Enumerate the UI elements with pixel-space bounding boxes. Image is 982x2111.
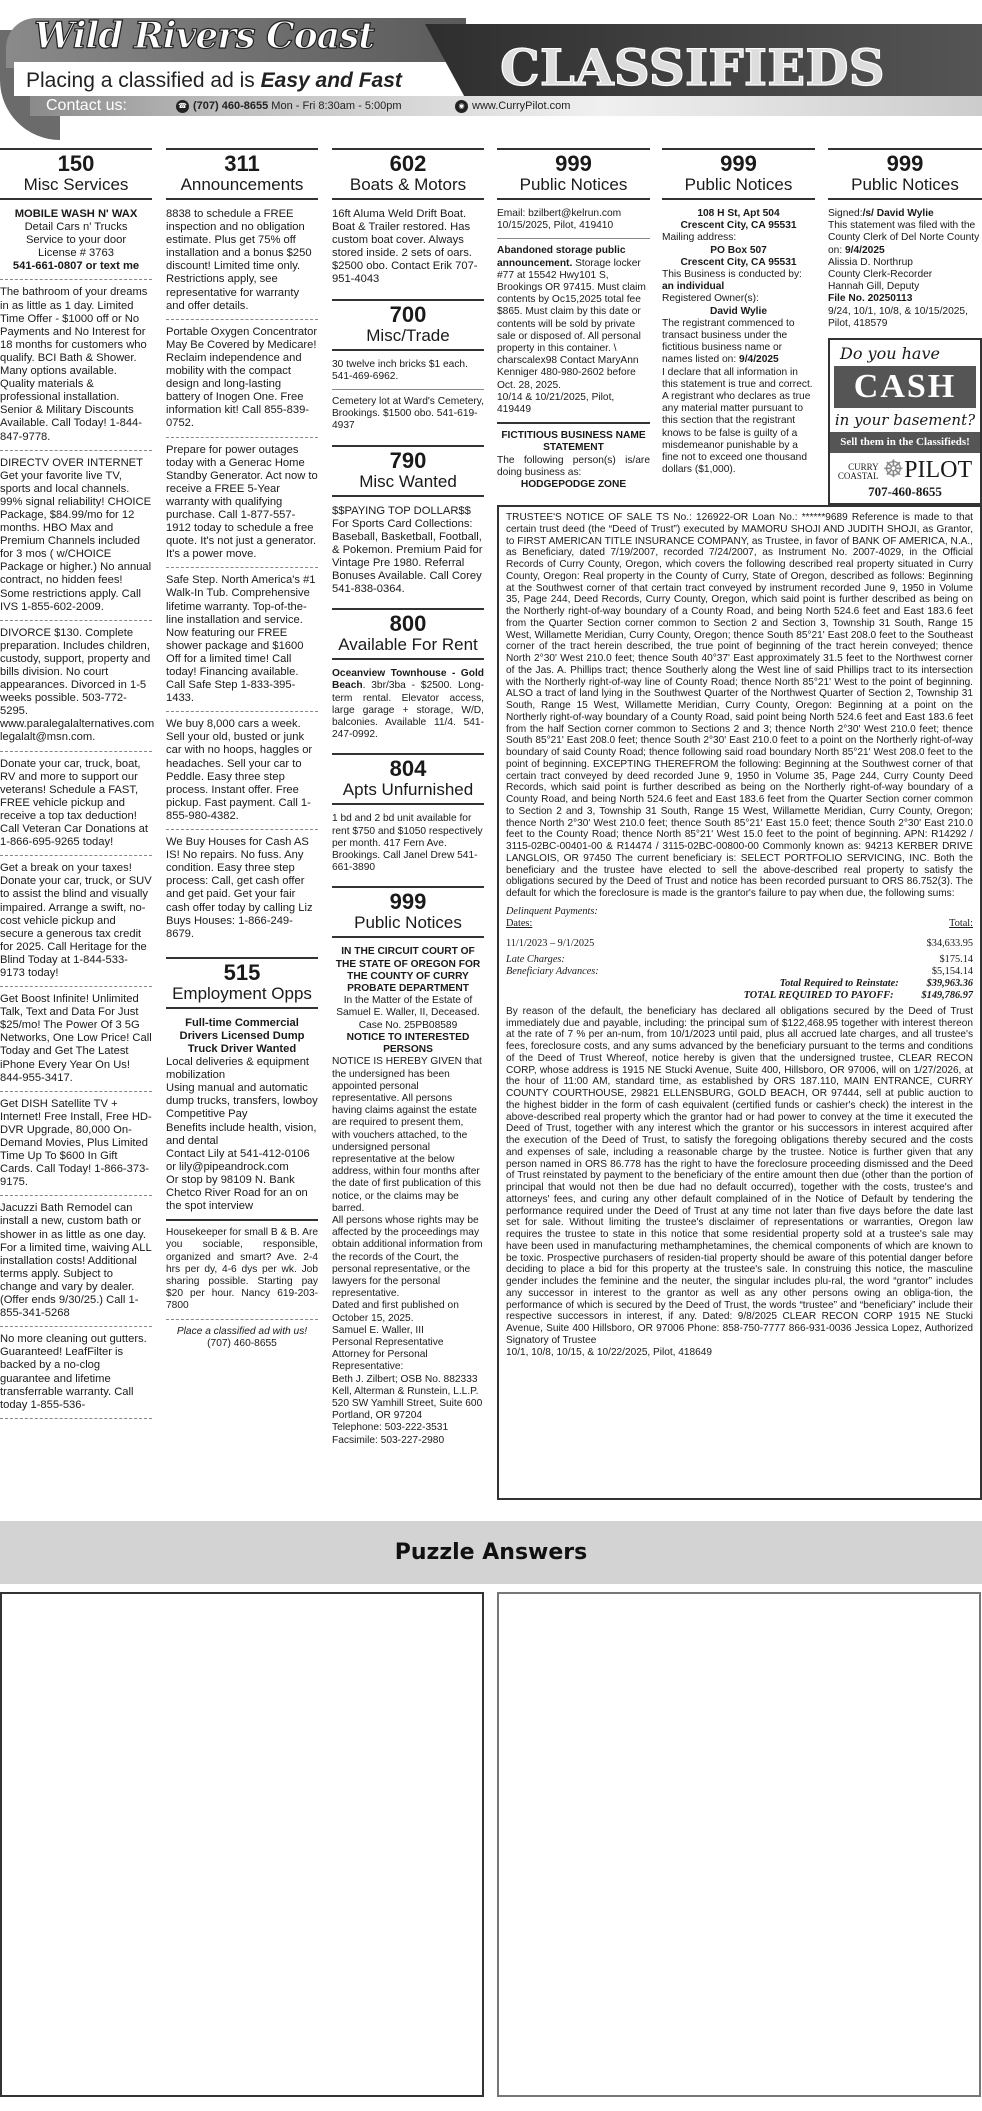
reinstate-label: Total Required to Reinstate: [779, 977, 899, 989]
classified-ad: Prepare for power outages today with a Generac Home Standby Generator. Act now to receive a FREE 5-Year warranty with qualifying purchase. Call 1-877-557-1912 today to schedule a free quote. It's not just a generator. It's a power move. [166, 444, 318, 569]
representative-role: Personal Representative [332, 1336, 444, 1348]
notice-body: NOTICE IS HEREBY GIVEN that the undersigned has been appointed personal representative. All persons having claims against the estate are required to present them, with vouchers attached, to the undersigned personal representative at the below address, within four months after the date of first publication of this notice, or the claims may be barred. [332, 1056, 482, 1214]
section-label: Employment Opps [172, 983, 312, 1003]
column-misc-services [0, 148, 155, 1425]
commenced-text: The registrant commenced to transact business under the fictitious business name or names listed on: [662, 317, 795, 366]
payment-table [506, 906, 973, 1002]
clerk-line: County Clerk-Recorder [828, 269, 933, 281]
business-address: 108 H St, Apt 504 [697, 208, 780, 219]
section-label: Public Notices [354, 913, 462, 933]
phone-number[interactable]: (707) 460-8655 [193, 100, 269, 112]
section-label: Misc Services [23, 175, 129, 194]
logo-coastal: COASTAL [837, 470, 879, 481]
puzzle-answer-box-left [0, 1592, 484, 2097]
promo-tagline: Sell them in the Classifieds! [830, 432, 980, 453]
section-header [166, 148, 318, 200]
classified-ad: Donate your car, truck, boat, RV and more to support our veterans! Schedule a FAST, FREE vehicle pickup and receive a top tax deduction! Call Veteran Car Donations at 1-866-695-9265 today! [0, 758, 152, 857]
column-public-notices-1 [497, 148, 650, 491]
tagline [26, 68, 476, 94]
classified-ad: DIRECTV OVER INTERNET Get your favorite live TV, sports and local channels. 99% signal reliability! CHOICE Package, $84.99/mo for 12 months. HBO Max and Premium Channels included for 3 mos ( w/CHOICE Package or higher.) No annual contract, no hidden fees! Some restrictions apply. Call IVS 1-855-602-2009. [0, 457, 152, 621]
filed [828, 220, 982, 257]
ad-list [166, 208, 318, 947]
section-label: Apts Unfurnished [342, 780, 474, 800]
ad-title: Oceanview Townhouse - Gold Beach [332, 668, 484, 692]
section-label: Announcements [180, 175, 304, 194]
reinstate-amount: $39,963.36 [926, 977, 973, 989]
classified-ad: Safe Step. North America's #1 Walk-In Tub. Comprehensive lifetime warranty. Top-of-the-line installation and service. Now featuring our FREE shower package and $1600 Off for a limited time! Call today! Financing available. Call Safe Step 1-833-395-1433. [166, 574, 318, 712]
puzzle-answer-box-right [497, 1592, 981, 2097]
late-label: Late Charges: [506, 953, 565, 965]
ad-apartments: 1 bd and 2 bd unit available for rent $750 and $1050 respectively per month. 417 Fern Ave. Brookings. Call Janel Drew 541-661-3890 [332, 813, 483, 874]
table-row [506, 954, 973, 966]
mailing-address: PO Box 507 [710, 244, 767, 256]
section-label: Public Notices [519, 175, 628, 194]
section-header [332, 886, 484, 938]
table-header [506, 918, 973, 930]
ad-phone: 541-661-0807 or text me [12, 260, 140, 273]
owner-name: David Wylie [710, 305, 767, 317]
detail-line: Competitive Pay [166, 1108, 248, 1121]
total-header: Total: [949, 917, 973, 929]
file-number: File No. 20250113 [828, 293, 913, 305]
section-header [662, 148, 815, 200]
ad-list [0, 286, 155, 1418]
notice-line: Email: bzilbert@kelrun.com [497, 208, 622, 219]
logo-curry: CURRY [848, 461, 879, 472]
ad-drift-boat: 16ft Aluma Weld Drift Boat. Boat & Trailer restored. Has custom boat cover. Always stored inside. 2 sets of oars. $2500 obo. Contact Erik 707-951-4043 [332, 208, 478, 286]
ad-title: Full-time Commercial Drivers Licensed Dump Truck Driver Wanted [179, 1016, 305, 1055]
classified-ad: No more cleaning out gutters. Guaranteed! LeafFilter is backed by a no-clog guarantee and lifetime transferrable warranty. Call today 1-855-536- [0, 1333, 152, 1419]
case-number: Case No. 25PB08589 [358, 1019, 458, 1031]
notice-title: Abandoned storage public announcement. [497, 245, 626, 269]
tagline-text: Placing a classified ad is [26, 69, 255, 92]
contact-web [455, 99, 570, 113]
ad-dump-truck-driver [166, 1017, 318, 1221]
section-label: Available For Rent [338, 635, 478, 655]
classified-ad: We Buy Houses for Cash AS IS! No repairs. No fuss. Any condition. Easy three step process: Call, get cash offer and get paid. Get your fair cash offer today by calling Liz Buys Houses: 1-866-249-8679. [166, 836, 313, 940]
period: 11/1/2023 – 9/1/2025 [506, 937, 595, 949]
phone-icon: ☎ [176, 100, 189, 113]
clerk-line: Hannah Gill, Deputy [828, 281, 920, 293]
ad-line: License # 3763 [38, 247, 114, 260]
ad-bricks: 30 twelve inch bricks $1 each. 541-469-6962. [332, 359, 484, 390]
detail-line: Local deliveries & equipment mobilization [166, 1056, 310, 1082]
reinstate-row [506, 978, 973, 990]
classified-ad: DIVORCE $130. Complete preparation. Includes children, custody, support, property and bills division. No court appearances. Divorced in 1-5 weeks possible. 503-772-5295. www.paralegalalternatives.com legalalt@msn.com. [0, 627, 152, 752]
representative-name: Samuel E. Waller, III [332, 1324, 424, 1336]
column-public-notices-2 [662, 148, 815, 476]
section-label: Misc Wanted [359, 471, 457, 491]
delinquent-label: Delinquent Payments: [506, 905, 598, 917]
filed-date: 9/4/2025 [845, 244, 885, 256]
mailing-label: Mailing address: [662, 232, 737, 244]
notice-heading: NOTICE TO INTERESTED PERSONS [346, 1031, 470, 1056]
payoff-label: TOTAL REQUIRED TO PAYOFF: [743, 989, 894, 1001]
payoff-amount: $149,786.97 [921, 989, 973, 1001]
section-number: 800 [389, 611, 427, 637]
signed-label: Signed: [828, 208, 863, 219]
section-header [332, 608, 484, 660]
publication-line: 10/1, 10/8, 10/15, & 10/22/2025, Pilot, 418649 [506, 1346, 712, 1358]
place-ad-note [166, 1326, 318, 1350]
notice-email [497, 208, 650, 239]
section-header [332, 753, 484, 805]
classified-ad: Jacuzzi Bath Remodel can install a new, custom bath or shower in as little as one day. For a limited time, waiving ALL installation costs! Additional terms apply. Subject to change and vary by dealer. (Offer ends 9/30/25.) Call 1-855-341-5268 [0, 1202, 152, 1327]
notice-body: All persons whose rights may be affected by the proceedings may obtain additional information from the records of the Court, the personal representative, or the lawyers for the personal representative. [332, 1214, 483, 1300]
business-address: Crescent City, CA 95531 [680, 220, 797, 232]
classified-ad: We buy 8,000 cars a week. Sell your old, busted or junk car with no hoops, haggles or headaches. Sell your car to Peddle. Easy three step process. Instant offer. Free pickup. Fast payment. Call 1-855-980-4382. [166, 718, 318, 830]
section-number: 999 [389, 889, 427, 915]
section-header [332, 148, 484, 200]
attorney-line: Kell, Alterman & Runstein, L.L.P. [332, 1385, 479, 1397]
section-label: Misc/Trade [366, 325, 450, 345]
section-number: 999 [886, 151, 924, 176]
classifieds-banner: CLASSIFIEDS [500, 38, 885, 97]
owner-label: Registered Owner(s): [662, 293, 759, 305]
column-public-notices-3 [828, 148, 982, 505]
ship-wheel-icon: ☸ [882, 457, 905, 484]
ad-title: MOBILE WASH N' WAX [14, 208, 138, 220]
estate-matter: In the Matter of the Estate of Samuel E. Waller, II, Deceased. [336, 995, 480, 1019]
attorney-label: Attorney for Personal Representative: [332, 1349, 428, 1373]
job-details [166, 1056, 318, 1213]
section-number: 700 [389, 301, 427, 327]
classified-ad: Get Boost Infinite! Unlimited Talk, Text and Data For Just $25/mo! The Power Of 3 5G Networks, One Low Price! Call Today and Get The Latest iPhone Every Year On Us! 844-955-3417. [0, 993, 152, 1092]
section-label: Boats & Motors [349, 175, 467, 194]
trustee-notice-of-sale [497, 505, 982, 1500]
attorney-line: 520 SW Yamhill Street, Suite 600 [332, 1397, 483, 1409]
ad-townhouse [332, 668, 484, 747]
column-announcements [166, 148, 318, 1350]
commenced-date: 9/4/2025 [739, 354, 779, 366]
declaration: I declare that all information in this statement is true and correct. A registrant who declares as true any material matter pursuant to this section that the registrant knows to be false is guilty of a misdemeanor punishable by a fine not to exceed one thousand dollars ($1,000). [662, 366, 813, 476]
detail-line: Or stop by 98109 N. Bank Chetco River Road for an on the spot interview [166, 1173, 308, 1213]
ad-sports-cards: $$PAYING TOP DOLLAR$$ For Sports Card Collections: Baseball, Basketball, Football, & Pokemon. Premium Paid for Vintage Pre 1980. Referral Bonuses Available. Call Corey 541-838-0364. [332, 504, 483, 596]
detail-line: Benefits include health, vision, and dental [166, 1121, 317, 1147]
tagline-emphasis: Easy and Fast [260, 69, 402, 92]
section-number: 999 [555, 151, 592, 176]
notice-fictitious-business [497, 430, 650, 491]
attorney-line: Portland, OR 97204 [332, 1410, 423, 1422]
logo-pilot: PILOT [904, 457, 973, 484]
contact-phone [176, 99, 402, 113]
section-label: Public Notices [684, 175, 793, 194]
notice-body: TRUSTEE'S NOTICE OF SALE TS No.: 126922-OR Loan No.: ******9689 Reference is made to that certain trust deed (the “Deed of Trust”) executed by MAMORU SHOJI AND JUDITH SHOJI, as Grantor, to FIRST AMERICAN TITLE INSURANCE COMPANY, as Trustee, in favor of BANK OF AMERICA, N.A., as Beneficiary, dated 7/19/2007, recorded 7/24/2007, as Instrument No. 2007-4029, in the Official Records of Curry County, Oregon, which covers the following described real property situated in Curry County, Oregon: Real property in the County of Curry, State of Oregon, described as follows: Beginning at the Southwest corner of that certain tract conveyed by instrument recorded June 9, 1950 in Volume 35, Page 244, Deed Records, Curry County, Oregon, which said point is further described as being on the Northerly right-of-way boundary of a County Road, and being North 524.6 feet and East 183.6 feet from the Quarter Section corner common to Section 2 and Section 3, Township 31 South, Range 15 West, Willamette Meridian, Curry County, Oregon; thence South 85°21' East 208.0 feet to the Southeast corner of the tract herein described, the true point of beginning of the tract herein conveyed; thence North 2°30' West 210.0 feet; thence South 40°37' East approximately 31.5 feet to the Northwest corner of the Jas. A. Phillips tract; thence Southerly along the West line of said Phillips tract to its intersection with the Northerly right-of-way line of County Road; thence North 85°21' West to the point of beginning. ALSO a tract of land lying in the Southwest Quarter of the Northwest Quarter of Section 2, Township 31 South, Range 15 West, Willamette Meridian, Curry County, Oregon: Beginning at a point on the Northerly right-of-way boundary of a County Road, said point being North 524.6 feet and East 183.6 feet from the half Section corner common to Sections 2 and 3; thence North 2°30' West 210.0 feet; thence South 85°21' East 208.0 feet; thence South 2°30' East 210.0 feet to a point on the Northerly right-of-way boundary of said County Road; thence following said road boundary North 85°21' West 208.0 feet to the point of beginning. EXCEPTING THEREFROM the following: Beginning at the Southwest corner of that certain tract conveyed by deed recorded June 9, 1950 in Volume 35, Page 244, Curry County Deed Records, which said point is further described as being on the Northerly right-of-way boundary of a County Road, and being North 524.6 feet and East 183.6 feet from the Quarter Section corner common to Section 2 and 3, Township 31 South, Range 15 West, Willamette Meridian, Curry County, Oregon; thence North 2°30' West 210.0 feet; thence South 85°21' East 15.0 feet; thence South 2°30' East 210.0 feet to the County Road; thence North 85°21' West 15.0 feet to the point of beginning. APN: R14292 / 3115-02BC-00401-00 & R14474 / 3115-02BC-00800-00 Commonly known as: 94213 KERBER DRIVE LANGLOIS, OR 97450 The current beneficiary is: SELECT PORTFOLIO SERVICING, INC. Both the beneficiary and the trustee have elected to sell the above-described real property to satisfy the obligations secured by the Deed of Trust and notice has been recorded pursuant to ORS 86.752(3). The default for which the foreclosure is made is the grantor's failure to pay when due, the following sums: [506, 512, 973, 899]
section-number: 790 [389, 447, 427, 473]
ad-body: . 3br/3ba - $2500. Long-term rental. Elevator access, large garage + storage, W/D, balconies. Available 11/4. 541-247-0992. [332, 680, 484, 741]
masthead-title: Wild Rivers Coast [34, 15, 374, 57]
conducted-label: This Business is conducted by: [662, 269, 802, 281]
office-hours: Mon - Fri 8:30am - 5:00pm [271, 100, 402, 112]
contact-label: Contact us: [46, 97, 127, 114]
section-number: 150 [57, 151, 95, 176]
ad-line: Detail Cars n' Trucks [24, 221, 128, 234]
table-row [506, 966, 973, 978]
attorney-line: Beth J. Zilbert; OSB No. 882333 [332, 1373, 478, 1385]
notice-title: FICTITIOUS BUSINESS NAME STATEMENT [501, 430, 646, 454]
section-header [166, 957, 318, 1009]
puzzle-answers-header: Puzzle Answers [0, 1521, 982, 1584]
ad-line: Service to your door [25, 234, 127, 247]
wireless-icon: ◉ [455, 100, 468, 113]
table-row [506, 938, 973, 950]
column-boats [332, 148, 484, 1447]
conducted-value: an individual [662, 281, 725, 293]
section-number: 515 [223, 959, 261, 985]
classified-ad: 8838 to schedule a FREE inspection and no obligation estimate. Plus get 75% off installation and a bonus $250 discount! Limited time only. Restrictions apply, see representative for warranty and offer details. [166, 208, 318, 320]
classified-ad: Portable Oxygen Concentrator May Be Covered by Medicare! Reclaim independence and mobility with the compact design and long-lasting battery of Inogen One. Free information kit! Call 855-839-0752. [166, 326, 318, 438]
court-name: IN THE CIRCUIT COURT OF THE STATE OF OREGON FOR THE COUNTY OF CURRY [335, 946, 481, 982]
promo-cash: CASH [834, 366, 976, 408]
classified-ad: The bathroom of your dreams in as little as 1 day. Limited Time Offer - $1000 off or No Payments and No Interest for 18 months for customers who qualify. BCI Bath & Shower. Many options available. Quality materials & professional installation. Senior & Military Discounts Available. Call Today! 1-844-847-9778. [0, 286, 152, 450]
publication-line: 10/15/2025, Pilot, 419410 [497, 220, 614, 232]
publication-line: 9/24, 10/1, 10/8, & 10/15/2025, Pilot, 418579 [828, 305, 968, 329]
logo-small [838, 463, 879, 481]
clerk-line: Alissia D. Northrup [828, 256, 913, 268]
ad-housekeeper: Housekeeper for small B & B. Are you sociable, responsible, organized and smart? Ave. 2-4 hrs per dy, 4-6 dys per wk. Job sharing possible. Starting pay $20 per hour. Nancy 619-203-7800 [166, 1227, 318, 1319]
department: PROBATE DEPARTMENT [347, 983, 469, 995]
place-ad-phone[interactable]: (707) 460-8655 [207, 1337, 277, 1349]
business-name: HODGEPODGE ZONE [520, 479, 627, 491]
section-header [828, 148, 982, 200]
section-header [332, 445, 484, 497]
classified-ad: Get DISH Satellite TV + Internet! Free Install, Free HD-DVR Upgrade, 80,000 On-Demand Movies, Plus Limited Time Up To $600 In Gift Cards. Call Today! 1-866-373-9175. [0, 1098, 152, 1197]
section-number: 311 [224, 151, 260, 176]
section-number: 602 [389, 151, 427, 176]
amount: $5,154.14 [931, 965, 973, 977]
place-ad-text: Place a classified ad with us! [176, 1325, 308, 1337]
section-number: 804 [389, 756, 427, 782]
amount: $175.14 [939, 953, 973, 965]
notice-body: The following person(s) is/are doing business as: [497, 454, 650, 478]
dates-header: Dates: [506, 917, 533, 929]
ad-mobile-wash [0, 208, 152, 280]
notice-date: Dated and first published on October 15, 2025. [332, 1300, 459, 1324]
section-label: Public Notices [851, 175, 959, 194]
classified-ad: Get a break on your taxes! Donate your car, truck, or SUV to assist the blind and visually impaired. Arrange a swift, no-cost vehicle pickup and secure a generous tax credit for 2025. Call Heritage for the Blind Today at 1-844-533-9173 today! [0, 862, 152, 987]
section-header [332, 299, 484, 351]
detail-line: Using manual and automatic dump trucks, transfers, lowboy [166, 1082, 318, 1108]
promo-phone: 707-460-8655 [868, 484, 942, 500]
ad-cemetery-lot: Cemetery lot at Ward's Cemetery, Brookings. $1500 obo. 541-619-4937 [332, 395, 484, 432]
promo-question: Do you have [840, 344, 940, 364]
notice-body: Storage locker #77 at 15542 Hwy101 S, Brookings OR 97415. Must claim contents by Oc15,2025 total fee $865. Must claim by this date or contents will be sold by private sale or disposed of. All personal property in this container. \ charscalex98 Contact MaryAnn Kenniger 480-980-2602 before Oct. 28, 2025. [497, 257, 646, 391]
signed [828, 208, 982, 220]
promo-question-2: in your basement? [834, 411, 976, 430]
commenced [662, 318, 815, 367]
payoff-row [506, 990, 973, 1002]
masthead [0, 0, 982, 130]
notice-body: By reason of the default, the beneficiary has declared all obligations secured by the Deed of Trust immediately due and payable, including: the principal sum of $122,468.95 together with interest thereon at the rate of 7 % per an-num, from 10/1/2023 until paid, plus all accrued late charges, and all trustee's fees, foreclosure costs, and any sums advanced by the beneficiary pursuant to the terms and conditions of the Deed of Trust Whereof, notice hereby is given that the undersigned trustee, CLEAR RECON CORP, whose address is 1915 NE Stucki Avenue, Suite 400, Hillsboro, OR 97006, will on 1/27/2026, at the hour of 11:00 AM, standard time, as established by ORS 187.110, MAIN ENTRANCE, CURRY COUNTY COURTHOUSE, 29821 ELLENSBURG, GOLD BEACH, OR 97444, sell at public auction to the highest bidder in the form of cash equivalent (certified funds or cashier's check) the interest in the above-described real property which the grantor had or had power to convey at the time it executed the Deed of Trust, together with any interest which the grantor or his successors in interest acquired after the execution of the Deed of Trust, to satisfy the foregoing obligations thereby secured and the costs and expenses of sale, including a reasonable charge by the trustee. Notice is further given that any person named in ORS 86.778 has the right to have the foreclosure proceeding dismissed and the Deed of Trust reinstated by payment to the beneficiary of the entire amount then due (other than the portion of principal that would not then be due had no default occurred), together with the costs, trustee's and attorneys' fees, and curing any other default complained of in the Notice of Default by tendering the performance required under the Deed of Trust at any time not later than five days before the date last set for sale. Without limiting the trustee's disclaimer of representations or warranties, Oregon law requires the trustee to state in this notice that some residential property sold at a trustee's sale may have been used in manufacturing methamphetamines, the chemical components of which are known to be toxic. Prospective purchasers of residen-tial property should be aware of this potential danger before deciding to place a bid for this property at the trustee's sale. In construing this notice, the masculine gender includes the feminine and the neuter, the singular includes plu-ral, the word “grantor” includes any successor in interest to the grantor as well as any other persons owing an obliga-tion, the performance of which is secured by the Deed of Trust, the words “trustee” and “beneficiary” include their respective successors in interest, if any. Dated: 9/8/2025 CLEAR RECON CORP 1915 NE Stucki Avenue, Suite 400 Hillsboro, OR 97006 Phone: 858-750-7777 866-931-0036 Jessica Lopez, Authorized Signatory of Trustee [506, 1005, 973, 1346]
mailing-address: Crescent City, CA 95531 [680, 256, 797, 268]
pilot-logo [830, 453, 980, 484]
section-header [497, 148, 650, 200]
attorney-fax: Facsimile: 503-227-2980 [332, 1434, 445, 1446]
website-link[interactable]: www.CurryPilot.com [472, 100, 571, 112]
attorney-phone: Telephone: 503-222-3531 [332, 1422, 449, 1434]
filed-text: This statement was filed with the County Clerk of Del Norte County on: [828, 220, 980, 256]
advances-label: Beneficiary Advances: [506, 965, 599, 977]
section-header [0, 148, 152, 200]
amount: $34,633.95 [926, 937, 973, 949]
detail-line: Contact Lily at 541-412-0106 or lily@pipeandrock.com [166, 1147, 310, 1173]
notice-probate [332, 946, 484, 1446]
cash-promo-ad[interactable] [828, 338, 982, 505]
notice-abandoned-storage [497, 245, 650, 424]
publication-line: 10/14 & 10/21/2025, Pilot, 419449 [497, 391, 615, 416]
signature: /s/ David Wylie [862, 208, 934, 219]
section-number: 999 [720, 151, 757, 176]
